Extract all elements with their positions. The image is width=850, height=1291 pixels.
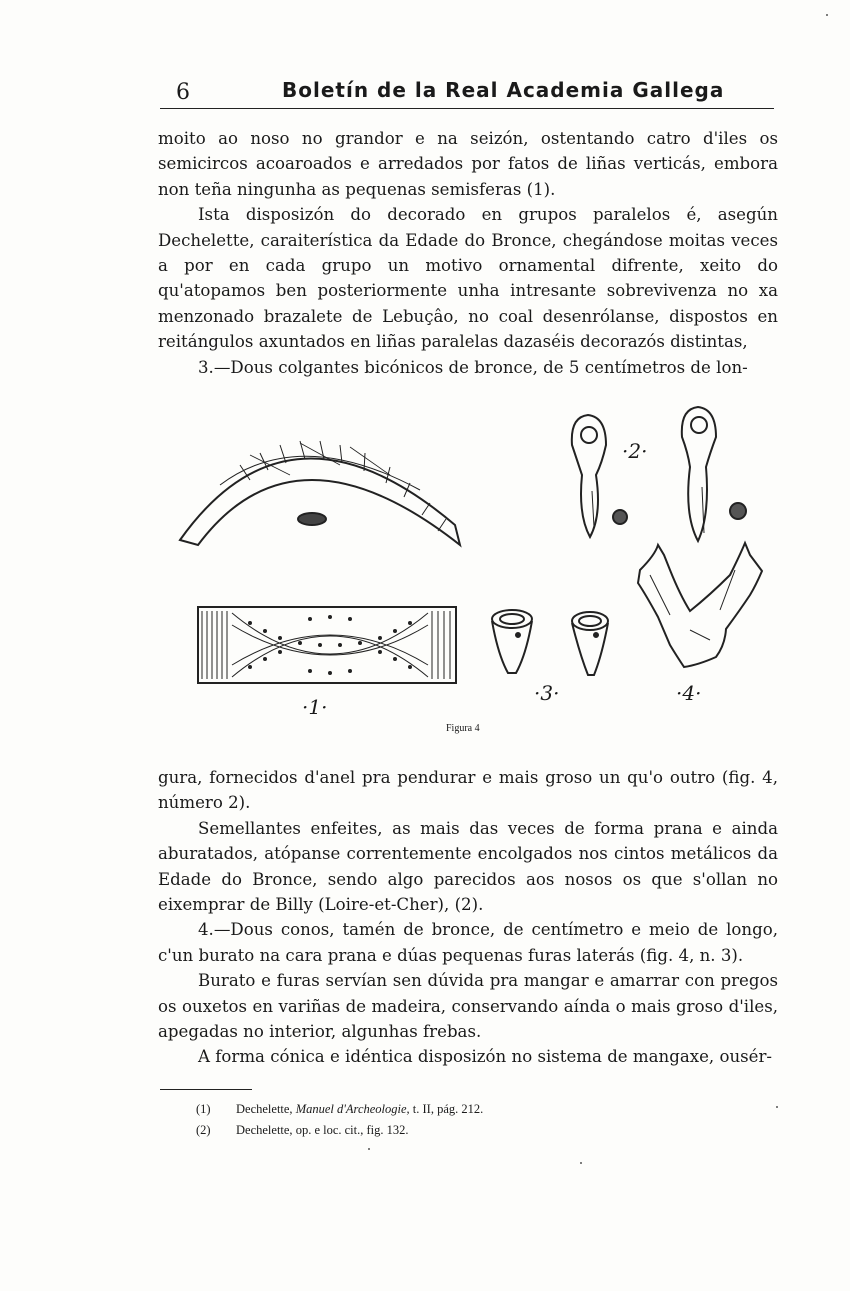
pendant-drawings — [572, 407, 746, 541]
footnote-rule — [160, 1089, 252, 1090]
print-speck — [368, 1148, 370, 1150]
footnote-ref: op. e loc. cit., fig. 132. — [295, 1123, 409, 1137]
page-number: 6 — [176, 80, 190, 105]
paragraph: Burato e furas servían sen dúvida pra mangar e amarrar con pregos os ouxetos en variñas de madeira, conservando aínda o mais groso d'iles, apegadas no interior, algunhas frebas. — [158, 971, 778, 1042]
decorated-band-drawing — [198, 607, 456, 683]
paragraph: Ista disposizón do decorado en grupos paralelos é, asegún Dechelette, caraiterística da Edade do Bronce, chegándose moitas veces a por en cada grupo un motivo ornamental difrente, xeito do qu'atopamos ben posteriormente unha intresante sobrevivenza no xa menzonado brazalete de Lebuçâo, no coal desenrólanse, dispostos en reitángulos axuntados en liñas paralelas dazaséis decorazós distintas, — [158, 205, 778, 352]
running-title: Boletín de la Real Academia Gallega — [282, 78, 725, 102]
footnote-mark: (2) — [196, 1123, 211, 1137]
paragraph: 3.—Dous colgantes bicónicos de bronce, de 5 centímetros de lon- — [198, 357, 748, 377]
figure-label-3: ·3· — [534, 681, 560, 705]
paragraph: A forma cónica e idéntica disposizón no sistema de mangaxe, ousér- — [198, 1047, 773, 1067]
body-text-top — [158, 126, 778, 380]
figure-4 — [150, 395, 790, 755]
paragraph: Semellantes enfeites, as mais das veces de forma prana e ainda aburatados, atópanse correntemente encolgados nos cintos metálicos da Edade do Bronce, sendo algo parecidos aos nosos os que s'ollan no eixemprar de Billy (Loire-et-Cher), (2). — [158, 818, 778, 915]
body-text-bottom — [158, 765, 778, 1070]
footnote — [196, 1099, 756, 1120]
figure-label-4: ·4· — [676, 681, 702, 705]
figure-label-2: ·2· — [622, 439, 648, 463]
footnote — [196, 1120, 756, 1141]
figure-label-1: ·1· — [302, 695, 328, 719]
footnote-title: Manuel d'Archeologie, — [295, 1102, 410, 1116]
footnote-author: Dechelette, — [236, 1102, 293, 1116]
running-header — [160, 74, 774, 109]
footnotes — [196, 1099, 756, 1141]
paragraph: 4.—Dous conos, tamén de bronce, de centímetro e meio de longo, c'un burato na cara prana e dúas pequenas furas laterás (fig. 4, n. 3). — [158, 920, 778, 965]
footnote-ref: t. II, pág. 212. — [412, 1102, 484, 1116]
footnote-author: Dechelette, — [236, 1123, 293, 1137]
cone-drawings — [492, 610, 608, 675]
print-speck — [580, 1162, 582, 1164]
print-speck — [826, 14, 828, 16]
paragraph: gura, fornecidos d'anel pra pendurar e mais groso un qu'o outro (fig. 4, número 2). — [158, 768, 778, 813]
figure-caption: Figura 4 — [446, 723, 480, 734]
footnote-mark: (1) — [196, 1102, 211, 1116]
paragraph: moito ao noso no grandor e na seizón, ostentando catro d'iles os semicircos acoaroados e arredados por fatos de liñas verticás, embora non teña ningunha as pequenas semisferas (1). — [158, 129, 778, 199]
print-speck — [776, 1106, 778, 1108]
bracelet-arc-drawing — [180, 441, 460, 545]
bronze-fragment-drawing — [638, 543, 762, 667]
bracelet-section — [298, 513, 326, 525]
